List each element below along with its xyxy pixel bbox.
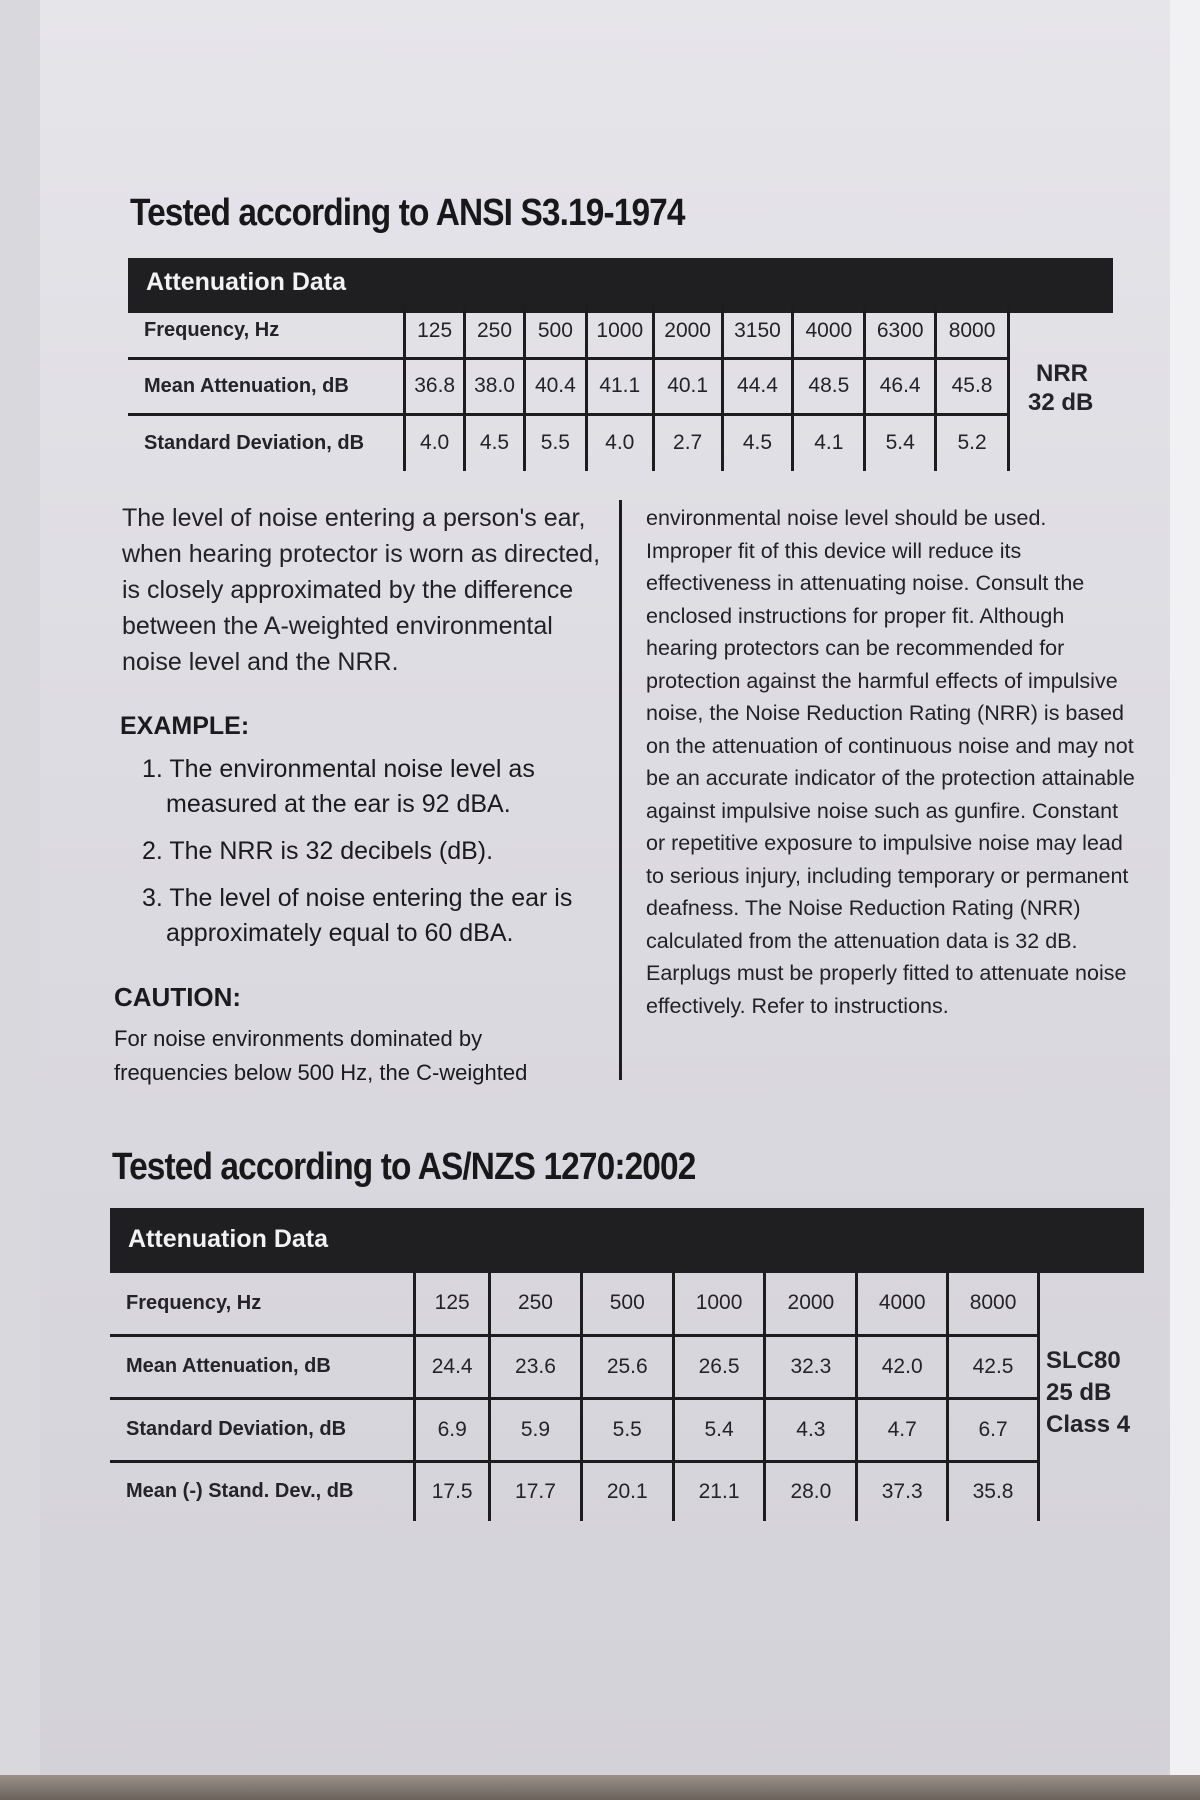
background-strip xyxy=(1170,0,1200,1800)
table-cell: 26.5 xyxy=(673,1335,765,1398)
ansi-attenuation-table xyxy=(128,305,1010,471)
table-cell: 6300 xyxy=(865,305,936,358)
table-cell: 5.4 xyxy=(865,414,936,471)
table-cell: 2000 xyxy=(653,305,722,358)
slc-class: Class 4 xyxy=(1046,1411,1131,1438)
table-cell: 8000 xyxy=(936,305,1009,358)
caution-text: For noise environments dominated by frequencies below 500 Hz, the C-weighted xyxy=(114,1026,528,1085)
ansi-row-stddev xyxy=(128,414,1009,471)
row-label: Frequency, Hz xyxy=(128,305,405,358)
table-cell: 25.6 xyxy=(581,1335,673,1398)
row-label: Mean Attenuation, dB xyxy=(128,358,405,414)
table-cell: 46.4 xyxy=(865,358,936,414)
table-cell: 125 xyxy=(405,305,465,358)
table-cell: 4.5 xyxy=(722,414,793,471)
table-cell: 3150 xyxy=(722,305,793,358)
asnzs-attenuation-table xyxy=(110,1273,1040,1521)
asnzs-row-frequency xyxy=(110,1273,1039,1335)
asnzs-heading: Tested according to AS/NZS 1270:2002 xyxy=(112,1146,696,1188)
table-cell: 6.9 xyxy=(415,1398,490,1461)
asnzs-row-mean-minus-sd xyxy=(110,1461,1039,1521)
table-cell: 32.3 xyxy=(765,1335,857,1398)
box-bottom-edge xyxy=(0,1775,1200,1800)
table-cell: 24.4 xyxy=(415,1335,490,1398)
table-cell: 28.0 xyxy=(765,1461,857,1521)
column-divider xyxy=(619,500,622,1080)
ansi-attenuation-bar: Attenuation Data xyxy=(128,258,1113,313)
list-item: 1. The environmental noise level as measured at the ear is 92 dBA. xyxy=(142,755,535,818)
table-cell: 4000 xyxy=(793,305,865,358)
nrr-label: NRR xyxy=(1036,360,1088,387)
list-item: 2. The NRR is 32 decibels (dB). xyxy=(142,837,494,865)
table-cell: 6.7 xyxy=(948,1398,1039,1461)
row-label: Mean Attenuation, dB xyxy=(110,1335,415,1398)
table-cell: 41.1 xyxy=(586,358,653,414)
table-cell: 1000 xyxy=(586,305,653,358)
asnzs-row-stddev xyxy=(110,1398,1039,1461)
table-cell: 5.4 xyxy=(673,1398,765,1461)
table-cell: 4.0 xyxy=(586,414,653,471)
table-cell: 5.5 xyxy=(524,414,586,471)
table-cell: 8000 xyxy=(948,1273,1039,1335)
table-cell: 1000 xyxy=(673,1273,765,1335)
table-cell: 4.3 xyxy=(765,1398,857,1461)
table-cell: 42.0 xyxy=(857,1335,948,1398)
table-cell: 35.8 xyxy=(948,1461,1039,1521)
ansi-heading: Tested according to ANSI S3.19-1974 xyxy=(130,192,685,234)
instructions-paragraph: environmental noise level should be used. Improper fit of this device will reduce its effectiveness in attenuating noise. Consult the enclosed instructions for proper fit. Although hearing protectors can be recommended for protection against the harmful effects of impulsive noise, the Noise Reduction Rating (NRR) is based on the attenuation of continuous noise and may not be an accurate indicator of the protection attainable against impulsive noise such as gunfire. Constant or repetitive exposure to impulsive noise may lead to serious injury, including temporary or permanent deafness. The Noise Reduction Rating (NRR) calculated from the attenuation data is 32 dB. Earplugs must be properly fitted to attenuate noise effectively. Refer to instructions. xyxy=(646,506,1135,1018)
table-cell: 37.3 xyxy=(857,1461,948,1521)
ansi-row-mean xyxy=(128,358,1009,414)
example-list xyxy=(142,752,607,963)
table-cell: 40.4 xyxy=(524,358,586,414)
table-cell: 20.1 xyxy=(581,1461,673,1521)
table-cell: 38.0 xyxy=(465,358,525,414)
list-item: 3. The level of noise entering the ear is approximately equal to 60 dBA. xyxy=(142,884,573,947)
table-cell: 4.5 xyxy=(465,414,525,471)
nrr-value: 32 dB xyxy=(1028,388,1094,416)
table-cell: 23.6 xyxy=(490,1335,582,1398)
asnzs-row-mean xyxy=(110,1335,1039,1398)
row-label: Standard Deviation, dB xyxy=(110,1398,415,1461)
table-cell: 5.5 xyxy=(581,1398,673,1461)
table-cell: 500 xyxy=(581,1273,673,1335)
table-cell: 4000 xyxy=(857,1273,948,1335)
table-cell: 4.7 xyxy=(857,1398,948,1461)
table-cell: 36.8 xyxy=(405,358,465,414)
nrr-rating xyxy=(1028,360,1093,418)
table-cell: 125 xyxy=(415,1273,490,1335)
table-cell: 17.5 xyxy=(415,1461,490,1521)
row-label: Standard Deviation, dB xyxy=(128,414,405,471)
table-cell: 5.9 xyxy=(490,1398,582,1461)
table-cell: 250 xyxy=(465,305,525,358)
slc-rating xyxy=(1046,1345,1130,1441)
table-cell: 4.0 xyxy=(405,414,465,471)
table-cell: 5.2 xyxy=(936,414,1009,471)
table-cell: 17.7 xyxy=(490,1461,582,1521)
example-title: EXAMPLE: xyxy=(120,712,250,740)
caution-title: CAUTION: xyxy=(114,982,242,1012)
table-cell: 45.8 xyxy=(936,358,1009,414)
row-label: Mean (-) Stand. Dev., dB xyxy=(110,1461,415,1521)
table-cell: 21.1 xyxy=(673,1461,765,1521)
slc-label: SLC80 xyxy=(1046,1347,1121,1374)
intro-paragraph: The level of noise entering a person's ear, when hearing protector is worn as directed, is closely approximated by the difference between the A-weighted environmental noise level and the NRR. xyxy=(122,504,601,676)
table-cell: 42.5 xyxy=(948,1335,1039,1398)
table-cell: 48.5 xyxy=(793,358,865,414)
table-cell: 500 xyxy=(524,305,586,358)
table-cell: 44.4 xyxy=(722,358,793,414)
table-cell: 250 xyxy=(490,1273,582,1335)
table-cell: 2000 xyxy=(765,1273,857,1335)
slc-value: 25 dB xyxy=(1046,1379,1112,1406)
table-cell: 40.1 xyxy=(653,358,722,414)
row-label: Frequency, Hz xyxy=(110,1273,415,1335)
table-cell: 2.7 xyxy=(653,414,722,471)
table-cell: 4.1 xyxy=(793,414,865,471)
ansi-row-frequency xyxy=(128,305,1009,358)
asnzs-attenuation-bar: Attenuation Data xyxy=(110,1208,1144,1273)
